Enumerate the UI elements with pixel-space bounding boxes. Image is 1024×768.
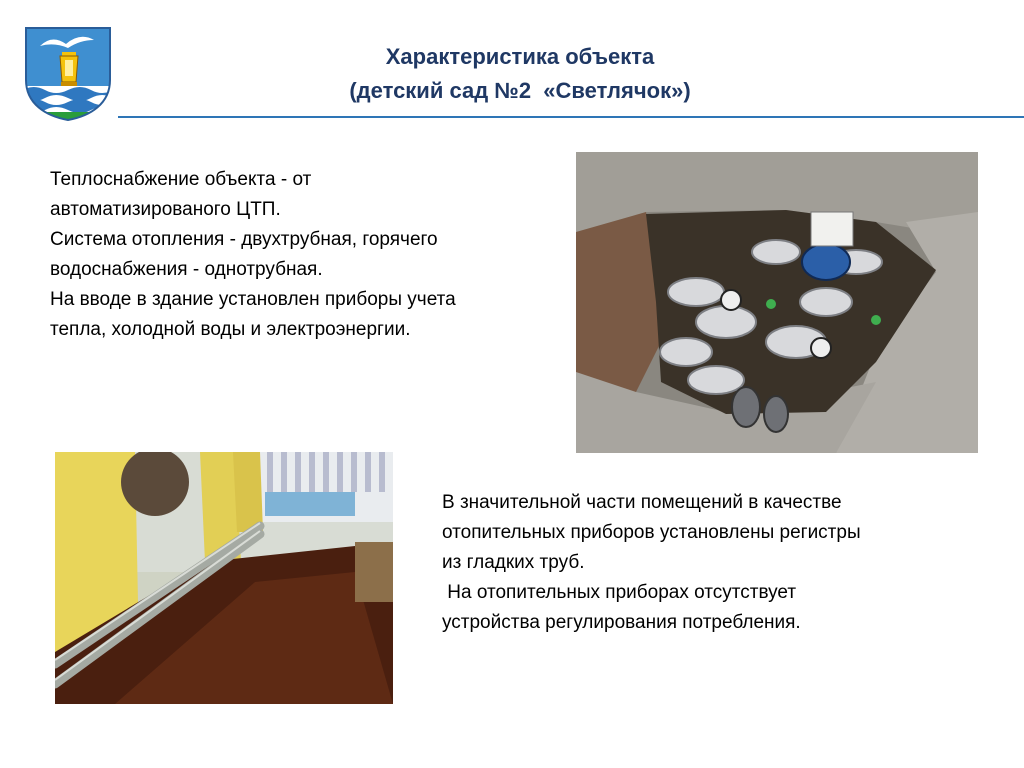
heating-registers-photo — [55, 452, 393, 704]
heating-devices-description — [442, 488, 1002, 638]
title-line-1: Характеристика объекта — [385, 44, 655, 69]
text-line: В значительной части помещений в качестве — [442, 492, 842, 513]
header-divider — [118, 116, 1024, 118]
text-line: На отопительных приборах отсутствует — [442, 582, 797, 603]
text-line: автоматизированого ЦТП. — [50, 199, 281, 220]
text-line: устройства регулирования потребления. — [442, 612, 801, 633]
text-line: из гладких труб. — [442, 552, 585, 573]
heat-supply-description — [50, 165, 570, 345]
text-line: водоснабжения - однотрубная. — [50, 259, 323, 280]
city-coat-of-arms-icon — [22, 24, 114, 122]
text-line: Система отопления - двухтрубная, горячего — [50, 229, 438, 250]
slide-title — [200, 40, 840, 108]
text-line: На вводе в здание установлен приборы учета — [50, 289, 456, 310]
text-line: тепла, холодной воды и электроэнергии. — [50, 319, 411, 340]
text-line: Теплоснабжение объекта - от — [50, 169, 312, 190]
heating-unit-photo — [576, 152, 978, 453]
title-line-2: (детский сад №2 «Светлячок») — [349, 78, 691, 103]
text-line: отопительных приборов установлены регистры — [442, 522, 861, 543]
